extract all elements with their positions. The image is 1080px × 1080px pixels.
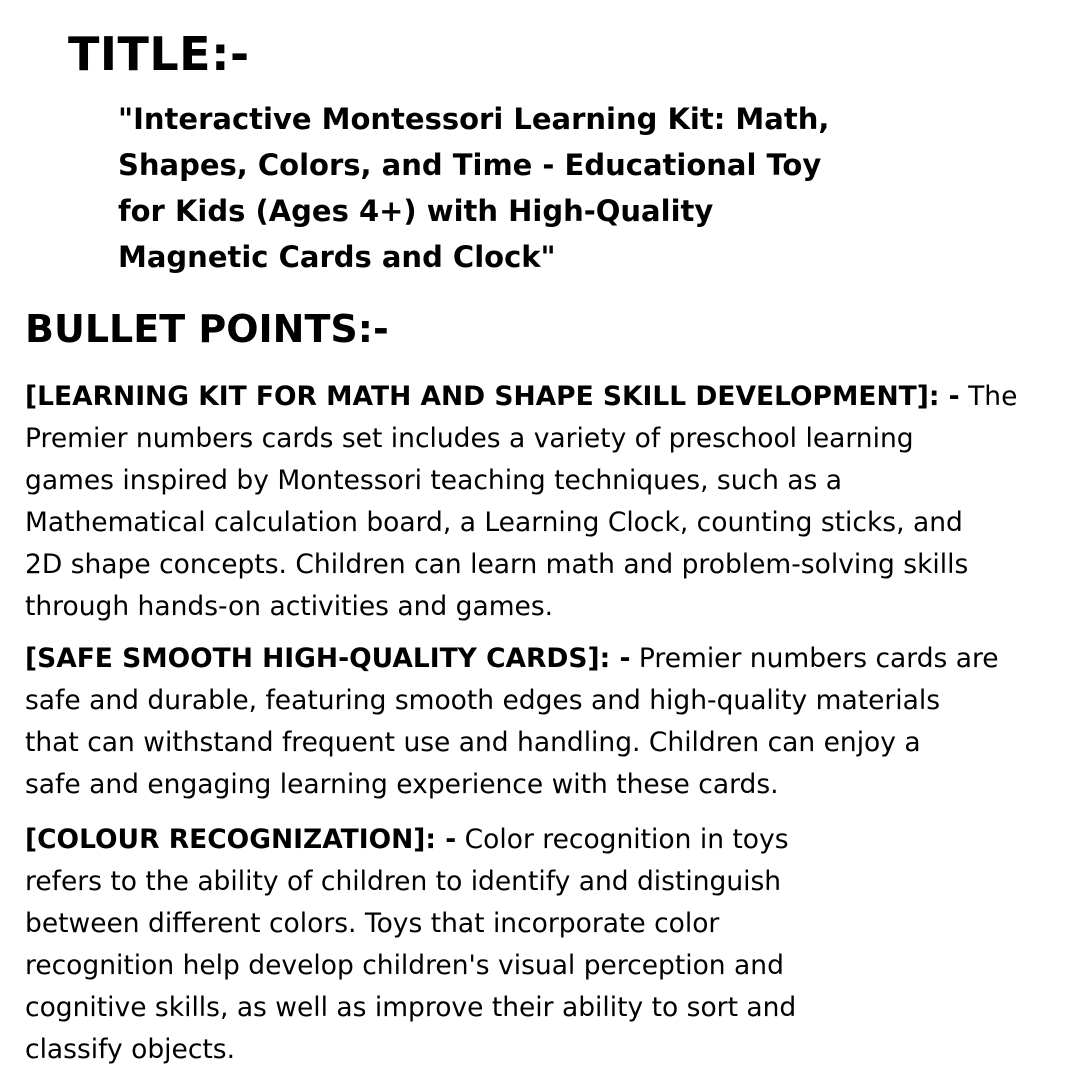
bullet-line: that can withstand frequent use and handling. Children can enjoy a — [25, 727, 921, 758]
bullet-line: Mathematical calculation board, a Learning Clock, counting sticks, and — [25, 507, 963, 538]
bullet-text: The — [959, 381, 1018, 412]
bullet-label: [LEARNING KIT FOR MATH AND SHAPE SKILL DEVELOPMENT]: - — [25, 381, 960, 412]
bullet-line: recognition help develop children's visual perception and — [25, 950, 784, 981]
product-title — [118, 96, 838, 280]
product-title-line: "Interactive Montessori Learning Kit: Math, — [118, 102, 830, 136]
title-heading: TITLE:- — [68, 27, 250, 81]
bullet-line: safe and durable, featuring smooth edges and high-quality materials — [25, 685, 941, 716]
bullet-line: safe and engaging learning experience with these cards. — [25, 769, 779, 800]
bullet-first-line — [25, 819, 1075, 861]
bullet-first-line — [25, 376, 1075, 418]
bullet-first-line — [25, 638, 1075, 680]
bullet-line: Premier numbers cards set includes a variety of preschool learning — [25, 423, 914, 454]
product-title-line: Magnetic Cards and Clock" — [118, 240, 556, 274]
bullet-point-safe-cards — [25, 638, 1075, 806]
bullet-line: between different colors. Toys that incorporate color — [25, 908, 720, 939]
product-title-line: Shapes, Colors, and Time - Educational Toy — [118, 148, 822, 182]
bullet-line: refers to the ability of children to identify and distinguish — [25, 866, 782, 897]
bullet-line: classify objects. — [25, 1034, 236, 1065]
bullet-line: 2D shape concepts. Children can learn math and problem-solving skills — [25, 549, 969, 580]
bullet-point-colour-recognization — [25, 819, 1075, 1071]
bullet-point-learning-kit — [25, 376, 1075, 628]
bullet-text: Premier numbers cards are — [630, 643, 999, 674]
bullet-line: games inspired by Montessori teaching techniques, such as a — [25, 465, 843, 496]
product-title-line: for Kids (Ages 4+) with High-Quality — [118, 194, 714, 228]
bullet-label: [COLOUR RECOGNIZATION]: - — [25, 824, 457, 855]
bullet-text: Color recognition in toys — [456, 824, 789, 855]
bullet-label: [SAFE SMOOTH HIGH-QUALITY CARDS]: - — [25, 643, 631, 674]
bullet-points-heading: BULLET POINTS:- — [25, 307, 389, 351]
bullet-line: cognitive skills, as well as improve their ability to sort and — [25, 992, 797, 1023]
bullet-line: through hands-on activities and games. — [25, 591, 554, 622]
